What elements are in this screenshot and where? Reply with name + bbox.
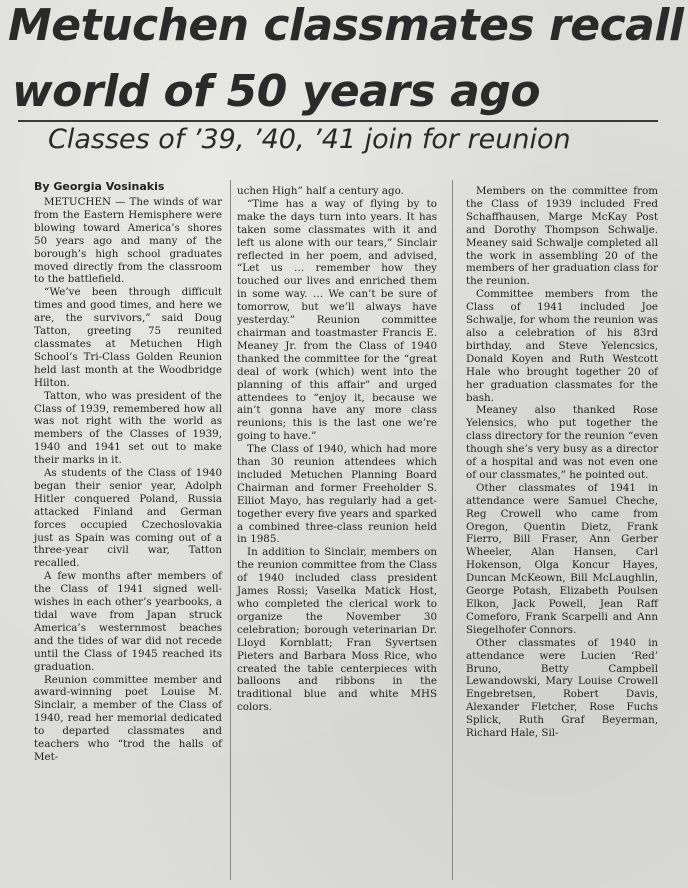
- byline: By Georgia Vosinakis: [34, 180, 165, 193]
- paragraph: The Class of 1940, which had more than 30 reunion attendees which included Metuchen Planning Board Chairman and former Freeholder S. Elliot Mayo, has regularly had a get-together every five years and sparked a combined three-class reunion held in 1985.: [237, 443, 437, 546]
- paragraph: Other classmates of 1940 in attendance were Lucien ‘Red’ Bruno, Betty Campbell Lewandowski, Mary Louise Crowell Engebretsen, Robert Davis, Alexander Fletcher, Rose Fuchs Splick, Ruth Graf Beyerman, Richard Hale, Sil-: [466, 636, 658, 740]
- article-column-2: [237, 185, 437, 714]
- paragraph: METUCHEN — The winds of war from the Eastern Hemisphere were blowing toward America’s shores 50 years ago and many of the borough’s high school graduates moved directly from the classroom to the battlefield.: [34, 196, 222, 286]
- paragraph: Members on the committee from the Class of 1939 included Fred Schaffhausen, Marge McKay Post and Dorothy Thompson Schwalje. Meaney said Schwalje completed all the work in assembling 20 of the members of her graduation class for the reunion.: [466, 185, 658, 288]
- headline-rule: [18, 120, 658, 122]
- article-column-3: [466, 185, 658, 740]
- paragraph: In addition to Sinclair, members on the reunion committee from the Class of 1940 included class president James Rossi; Vaselka Matick Host, who completed the clerical work to organize the November 30 celebration; borough veterinarian Dr. Lloyd Kornblatt; Fran Syvertsen Pieters and Barbara Moss Rice, who created the table centerpieces with balloons and ribbons in the traditional blue and white MHS colors.: [237, 546, 437, 714]
- paragraph: “We’ve been through difficult times and good times, and here we are, the survivors,” said Doug Tatton, greeting 75 reunited classmates at Metuchen High School’s Tri-Class Golden Reunion held last month at the Woodbridge Hilton.: [34, 286, 222, 389]
- paragraph: Committee members from the Class of 1941 included Joe Schwalje, for whom the reunion was also a celebration of his 83rd birthday, and Steve Yelencsics, Donald Koyen and Ruth Westcott Hale who brought together 20 of her graduation classmates for the bash.: [466, 288, 658, 404]
- column-divider: [230, 180, 231, 880]
- paragraph: “Time has a way of flying by to make the days turn into years. It has taken some classmates with it and left us alone with our tears,” Sinclair reflected in her poem, and advised, “Let us … remember how they touched our lives and enriched them in some way. … We can’t be sure of tomorrow, but we’ll always have yesterday.” Reunion committee chairman and toastmaster Francis E. Meaney Jr. from the Class of 1940 thanked the committee for the “great deal of work (which) went into the planning of this affair” and urged attendees to “enjoy it, because we ain’t gonna have any more class reunions; this is the last one we’re going to have.”: [237, 197, 437, 443]
- paragraph: Meaney also thanked Rose Yelensics, who put together the class directory for the reunion “even though she’s very busy as a director of a hospital and was not even one of our classmates,” he pointed out.: [466, 404, 658, 481]
- paragraph: A few months after members of the Class of 1941 signed well-wishes in each other’s yearbooks, a tidal wave from Japan struck America’s westernmost beaches and the tides of war did not recede until the Class of 1945 reached its graduation.: [34, 570, 222, 673]
- paragraph: uchen High” half a century ago.: [237, 185, 404, 197]
- paragraph: Reunion committee member and award-winning poet Louise M. Sinclair, a member of the Class of 1940, read her memorial dedicated to departed classmates and teachers who “trod the halls of Met-: [34, 673, 222, 763]
- headline-line-1: Metuchen classmates recall: [8, 0, 684, 51]
- column-divider: [452, 180, 453, 880]
- paragraph: As students of the Class of 1940 began their senior year, Adolph Hitler conquered Poland, Russia attacked Finland and German forces occupied Czechoslovakia just as Spain was coming out of a three-year civil war, Tatton recalled.: [34, 467, 222, 570]
- paragraph: Other classmates of 1941 in attendance were Samuel Cheche, Reg Crowell who came from Oregon, Quentin Dietz, Frank Fierro, Bill Fraser, Ann Gerber Wheeler, Alan Hansen, Carl Hokenson, Olga Koncur Hayes, Duncan McKeown, Bill McLaughlin, George Potash, Elizabeth Poulsen Elkon, Jack Powell, Jean Raff Comeforo, Frank Scarpelli and Ann Siegelhofer Connors.: [466, 481, 658, 636]
- subheadline: Classes of ’39, ’40, ’41 join for reunion: [48, 124, 571, 155]
- paragraph: Tatton, who was president of the Class of 1939, remembered how all was not right with the world as members of the Classes of 1939, 1940 and 1941 set out to make their marks in it.: [34, 389, 222, 467]
- article-column-1: [34, 196, 222, 764]
- headline-line-2: world of 50 years ago: [12, 66, 541, 117]
